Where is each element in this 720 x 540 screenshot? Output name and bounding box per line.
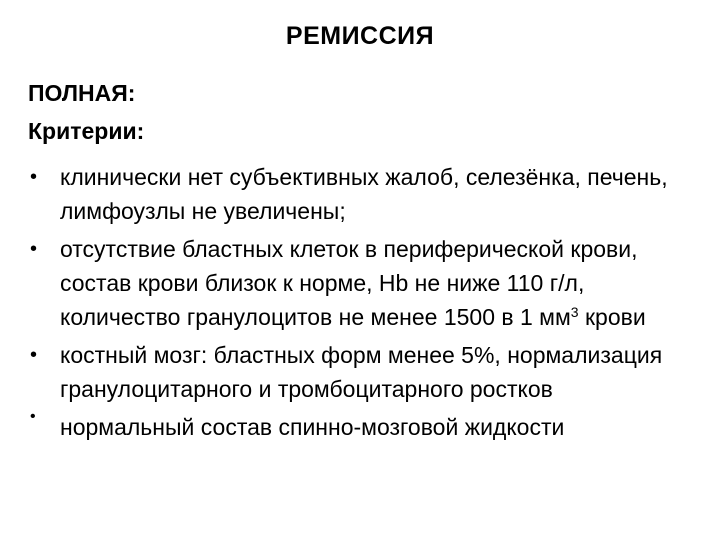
bullet-icon: • [30, 408, 36, 425]
criteria-list [28, 160, 708, 448]
criteria-text-csf: нормальный состав спинно-мозговой жидкости [60, 414, 565, 440]
criteria-heading: Критерии: [28, 118, 145, 144]
criteria-text-clinical: клинически нет субъективных жалоб, селезёнка, печень, лимфоузлы не увеличены; [60, 164, 668, 224]
list-item [28, 410, 708, 444]
remission-type-heading: ПОЛНАЯ: [28, 80, 136, 106]
bullet-icon: • [30, 238, 38, 260]
list-item [28, 232, 708, 334]
criteria-text-blood-tail: крови [578, 304, 646, 330]
list-item [28, 338, 708, 406]
slide-title: РЕМИССИЯ [285, 22, 435, 50]
bullet-icon: • [30, 344, 38, 366]
criteria-text-blood [60, 236, 646, 330]
criteria-text-blood-main: отсутствие бластных клеток в периферической крови, состав крови близок к норме, Hb не ниже 110 г/л, количество гранулоцитов не менее 1500 в 1 мм [60, 236, 638, 330]
bullet-icon: • [30, 166, 38, 188]
criteria-text-marrow: костный мозг: бластных форм менее 5%, нормализация гранулоцитарного и тромбоцитарного ростков [60, 342, 663, 402]
superscript-exponent: 3 [570, 304, 579, 320]
list-item [28, 160, 708, 228]
